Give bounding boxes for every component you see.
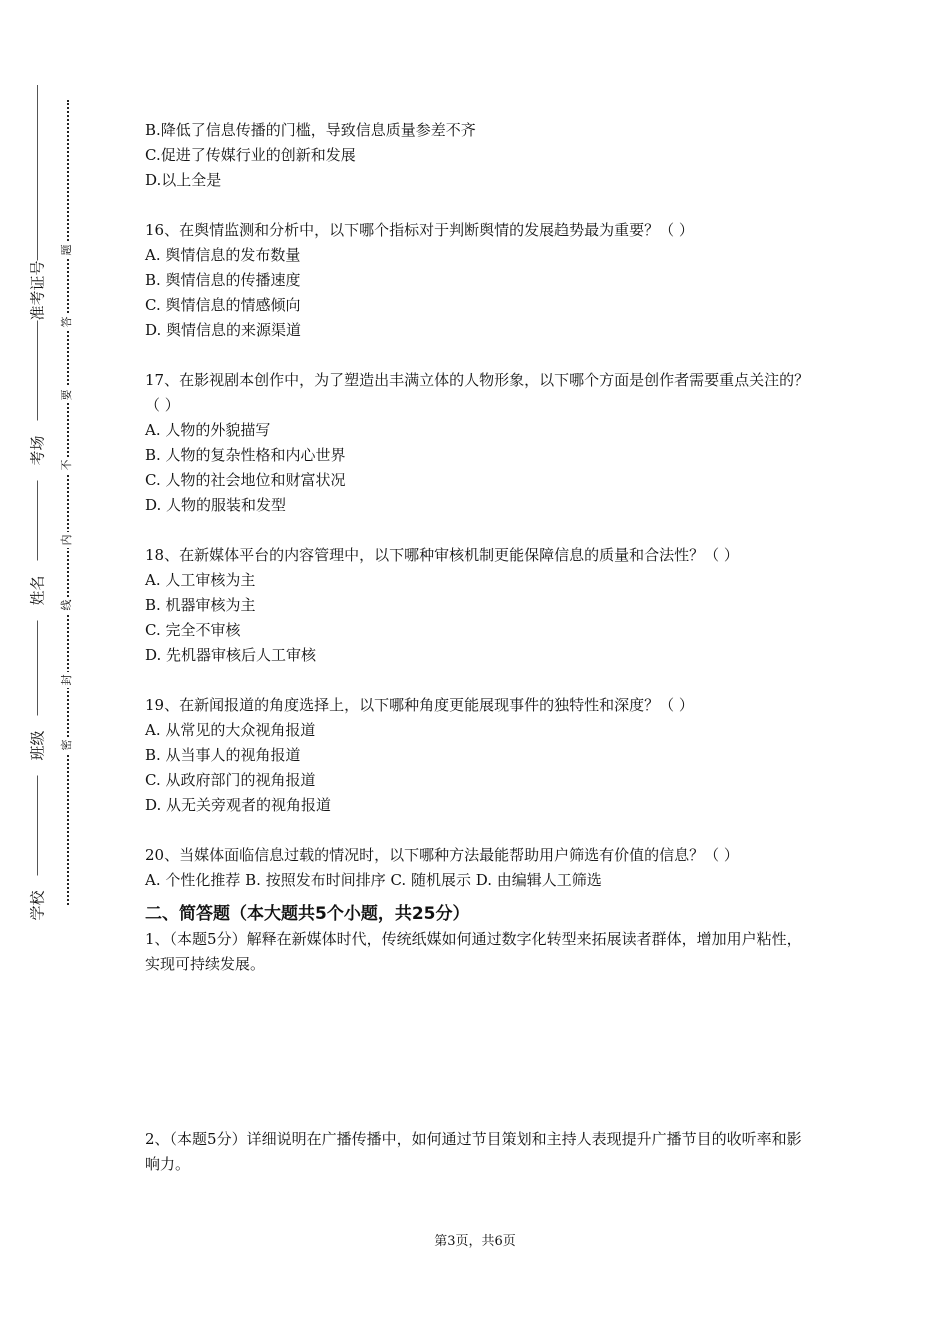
question-15-tail: [145, 118, 815, 193]
option: B. 机器审核为主: [145, 596, 256, 614]
option: B. 舆情信息的传播速度: [145, 271, 301, 289]
question-18: [145, 543, 815, 668]
binding-line: [37, 85, 38, 920]
seal-char: 题: [60, 242, 74, 258]
option: A. 人物的外貌描写: [145, 421, 271, 439]
school-label: 学校: [27, 876, 48, 936]
option: D. 人物的服装和发型: [145, 496, 287, 514]
option: C. 人物的社会地位和财富状况: [145, 471, 346, 489]
option: C. 从政府部门的视角报道: [145, 771, 316, 789]
option: D.以上全是: [145, 171, 222, 189]
short-answer-question-1: 1、（本题5分）解释在新媒体时代，传统纸媒如何通过数字化转型来拓展读者群体，增加用户粘性，实现可持续发展。: [145, 930, 802, 973]
page-footer: 第3页，共6页: [434, 1234, 516, 1249]
option: D. 舆情信息的来源渠道: [145, 321, 302, 339]
seal-dotted-line: [67, 100, 69, 905]
exam-content: [145, 118, 815, 1177]
option: C. 完全不审核: [145, 621, 241, 639]
short-answer-question-2: 2、（本题5分）详细说明在广播传播中，如何通过节目策划和主持人表现提升广播节目的收听率和影响力。: [145, 1130, 802, 1173]
option: A. 人工审核为主: [145, 571, 256, 589]
answer-space: [145, 977, 815, 1127]
question-stem: 20、当媒体面临信息过载的情况时，以下哪种方法最能帮助用户筛选有价值的信息？（ ）: [145, 846, 739, 864]
question-19: [145, 693, 815, 818]
seal-char: 线: [60, 597, 74, 613]
question-16: [145, 218, 815, 343]
exam-room-label: 考场: [27, 421, 48, 481]
seal-char: 要: [60, 387, 74, 403]
option: C. 舆情信息的情感倾向: [145, 296, 301, 314]
question-17: [145, 368, 815, 518]
option: B. 人物的复杂性格和内心世界: [145, 446, 346, 464]
seal-char: 答: [60, 314, 74, 330]
option: B. 从当事人的视角报道: [145, 746, 301, 764]
question-stem: 17、在影视剧本创作中，为了塑造出丰满立体的人物形象，以下哪个方面是创作者需要重点关注的？（ ）: [145, 371, 810, 414]
seal-char: 封: [60, 672, 74, 688]
seal-char: 内: [60, 532, 74, 548]
option: D. 先机器审核后人工审核: [145, 646, 317, 664]
question-stem: 16、在舆情监测和分析中，以下哪个指标对于判断舆情的发展趋势最为重要？（ ）: [145, 221, 694, 239]
question-20: [145, 843, 815, 893]
question-stem: 18、在新媒体平台的内容管理中，以下哪种审核机制更能保障信息的质量和合法性？（ ）: [145, 546, 739, 564]
option: A. 从常见的大众视角报道: [145, 721, 316, 739]
option: C.促进了传媒行业的创新和发展: [145, 146, 356, 164]
seal-char: 密: [60, 737, 74, 753]
option: D. 从无关旁观者的视角报道: [145, 796, 332, 814]
section-heading: 二、简答题（本大题共5个小题，共25分）: [145, 904, 470, 924]
name-label: 姓名: [27, 561, 48, 621]
option: A. 舆情信息的发布数量: [145, 246, 301, 264]
question-stem: 19、在新闻报道的角度选择上，以下哪种角度更能展现事件的独特性和深度？（ ）: [145, 696, 694, 714]
seal-char: 不: [60, 457, 74, 473]
class-label: 班级: [27, 716, 48, 776]
exam-id-label: 准考证号: [28, 260, 47, 321]
option: A. 个性化推荐 B. 按照发布时间排序 C. 随机展示 D. 由编辑人工筛选: [145, 871, 602, 889]
option: B.降低了信息传播的门槛，导致信息质量参差不齐: [145, 121, 476, 139]
